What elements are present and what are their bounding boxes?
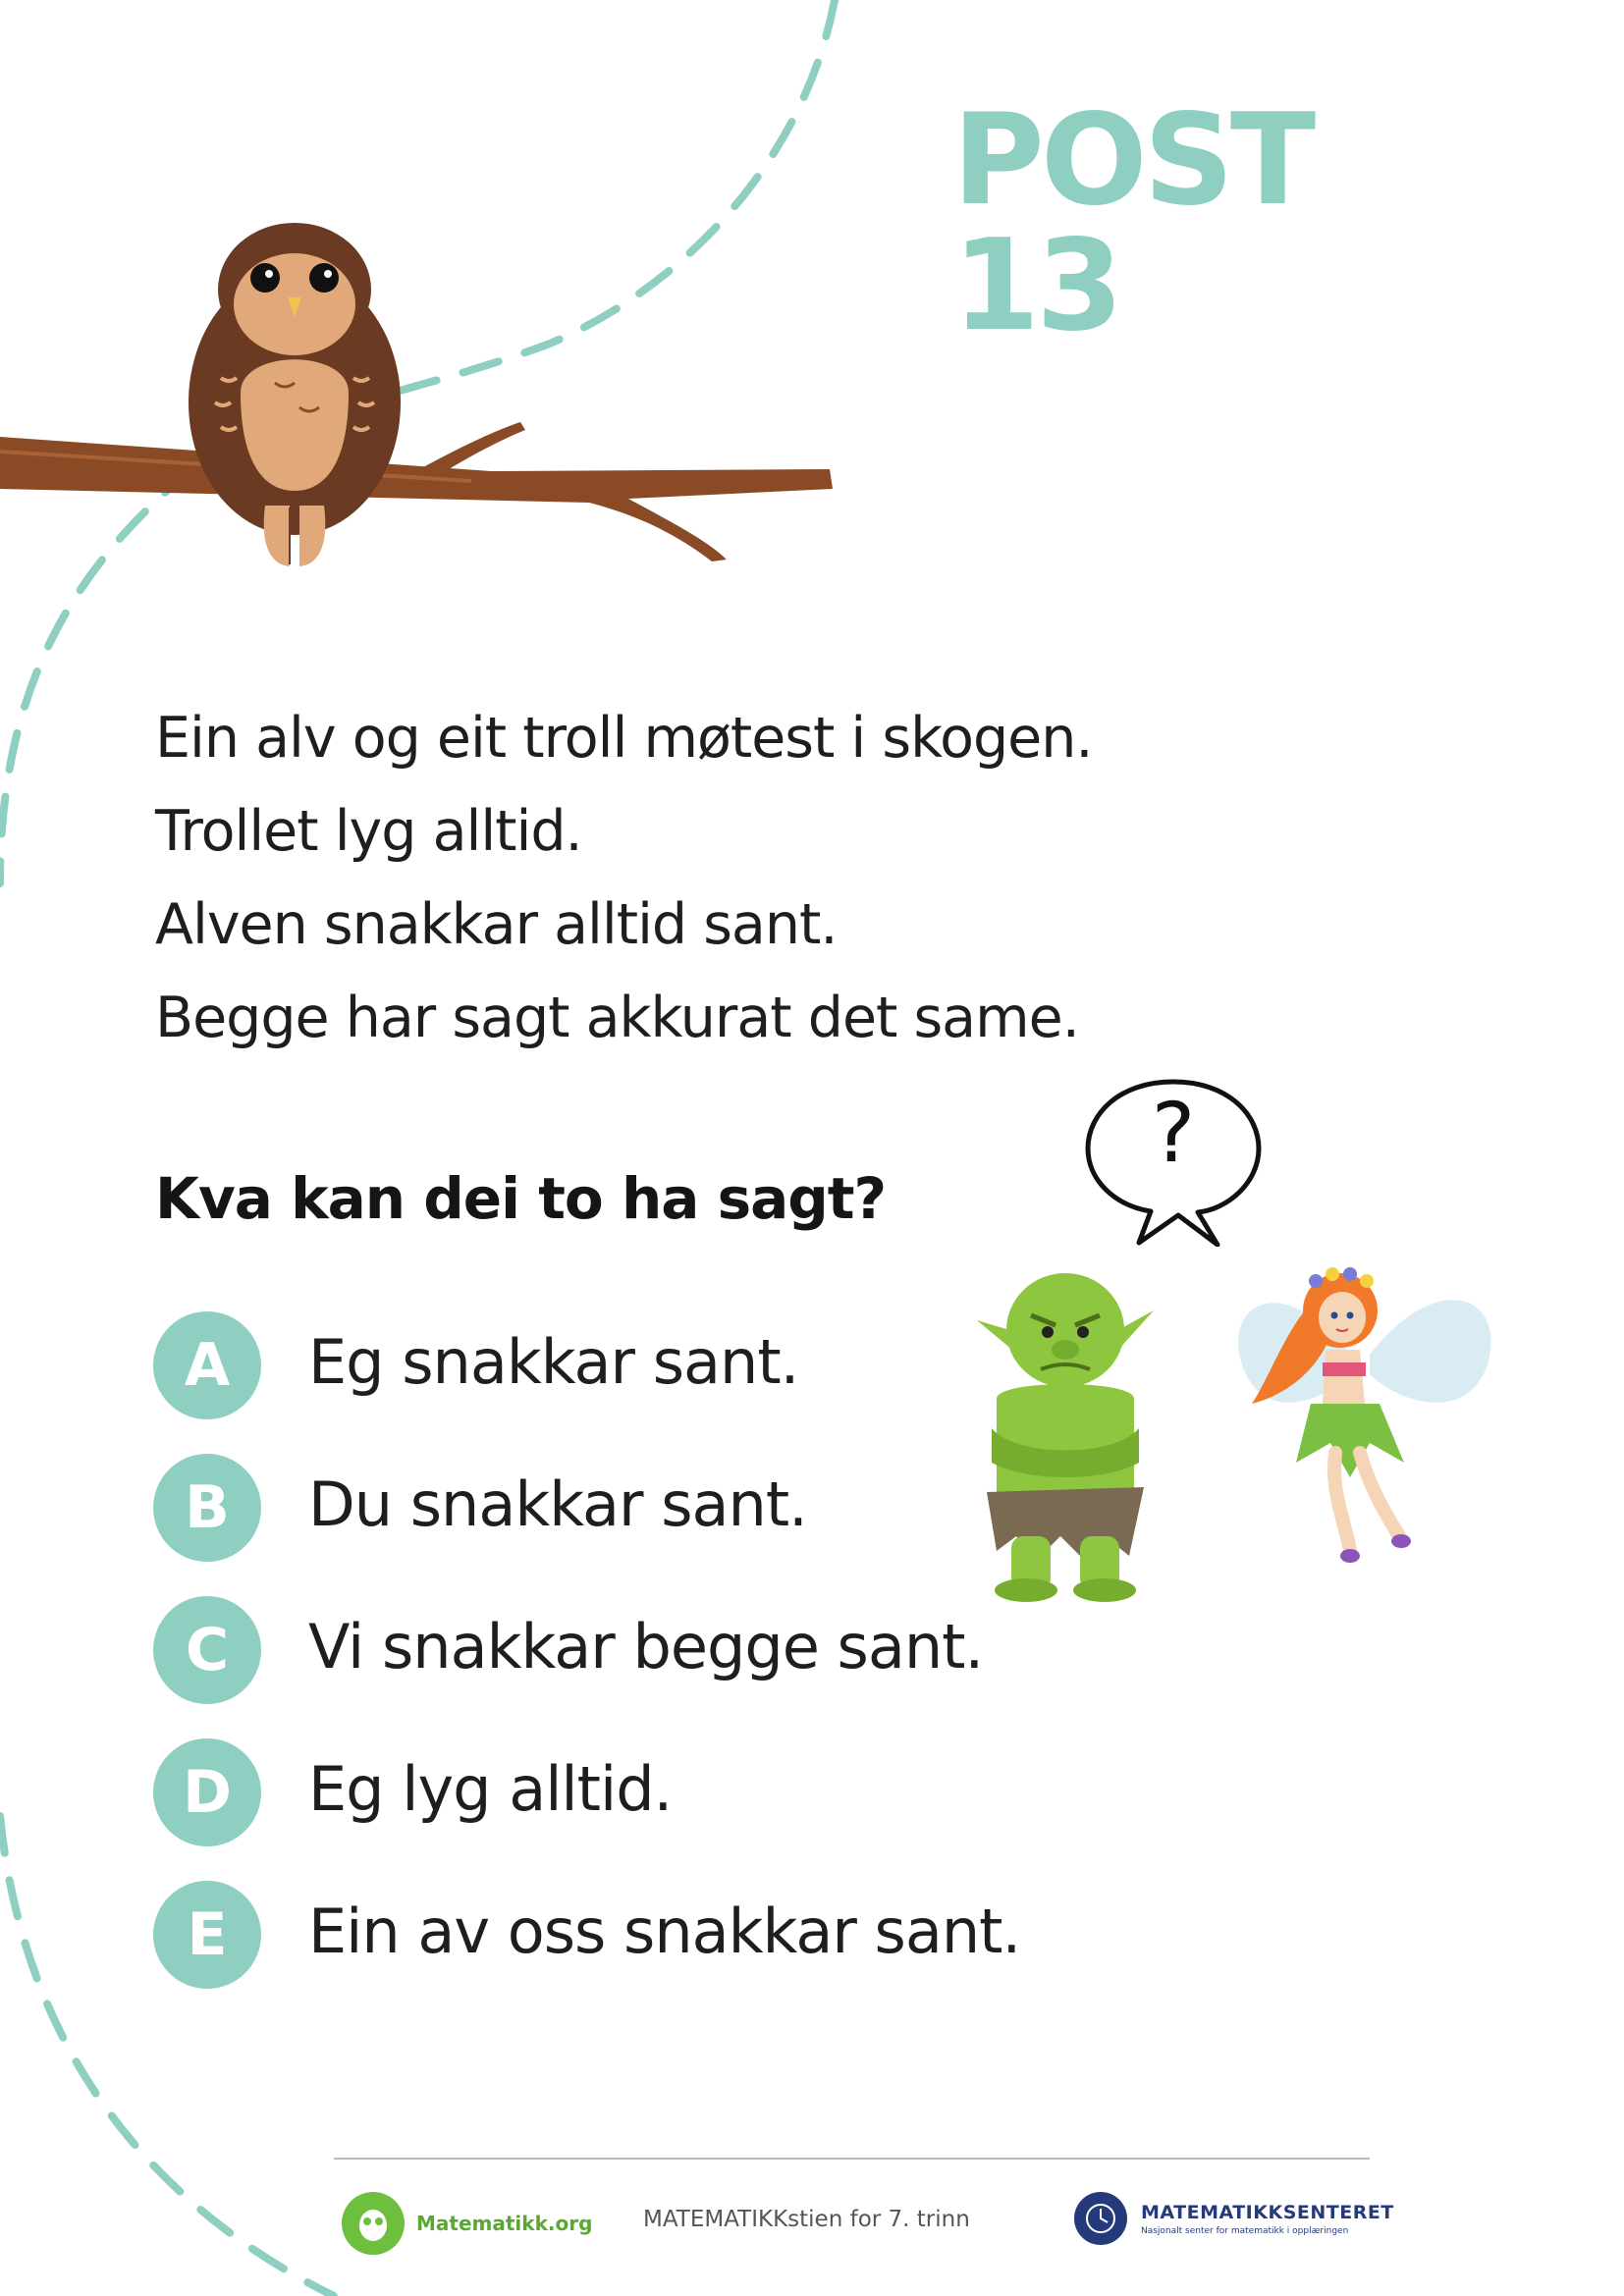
option-letter-badge: C [153,1596,261,1704]
intro-line: Alven snakkar alltid sant. [155,892,838,957]
option-d[interactable] [153,1738,1037,1881]
answer-options [153,1311,1037,2023]
option-e[interactable] [153,1881,1037,2023]
speech-bubble-icon [1080,1070,1267,1247]
footer-divider [334,2158,1370,2160]
option-text: Ein av oss snakkar sant. [308,1896,1021,1967]
intro-line: Ein alv og eit troll møtest i skogen. [155,706,1093,771]
option-text: Eg snakkar sant. [308,1326,799,1398]
owl-logo-icon [342,2192,405,2255]
intro-line: Begge har sagt akkurat det same. [155,986,1079,1050]
troll-illustration [957,1242,1173,1605]
footer-series-title: MATEMATIKKstien for 7. trinn [643,2207,970,2232]
option-c[interactable] [153,1596,1037,1738]
option-a[interactable] [153,1311,1037,1454]
option-letter-badge: A [153,1311,261,1419]
question-heading: Kva kan dei to ha sagt? [155,1165,887,1232]
option-b[interactable] [153,1454,1037,1596]
fairy-illustration [1213,1256,1507,1580]
option-letter-badge: B [153,1454,261,1562]
matematikksenteret-seal-icon [1074,2192,1127,2245]
option-text: Eg lyg alltid. [308,1753,673,1825]
option-text: Vi snakkar begge sant. [308,1611,984,1682]
option-letter-badge: E [153,1881,261,1989]
footer-org-name: MATEMATIKKSENTERET [1141,2201,1394,2223]
intro-text [155,692,1333,1065]
branch-illustration [0,412,844,569]
option-letter-badge: D [153,1738,261,1846]
footer-org-subtitle: Nasjonalt senter for matematikk i opplæringen [1141,2225,1349,2236]
speech-bubble-text: ? [1151,1085,1196,1181]
option-text: Du snakkar sant. [308,1468,807,1540]
intro-line: Trollet lyg alltid. [155,799,582,864]
footer-matematikk-org-logo[interactable] [342,2192,592,2255]
owl-illustration [182,211,407,574]
post-title: POST 13 [952,87,1313,359]
footer-brand: Matematikk.org [416,2212,593,2235]
footer-matematikksenteret-logo[interactable] [1074,2192,1394,2245]
